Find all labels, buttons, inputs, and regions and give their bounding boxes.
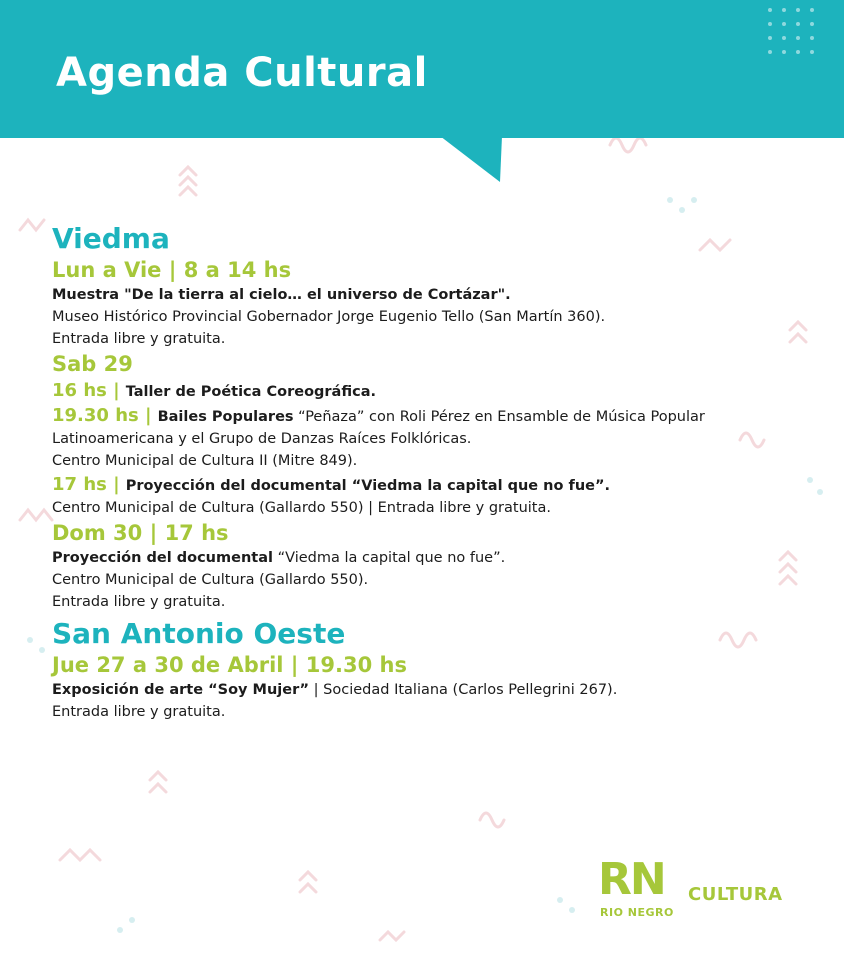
event-row <box>52 547 812 569</box>
day-heading-dom: Dom 30 | 17 hs <box>52 521 229 545</box>
logo-mark: RN <box>598 854 665 905</box>
day-heading-jue: Jue 27 a 30 de Abril | 19.30 hs <box>52 653 407 677</box>
decorative-dots-icon <box>734 0 844 70</box>
event-description: “Viedma la capital que no fue”. <box>346 478 611 494</box>
event-place: Centro Municipal de Cultura II (Mitre 849). <box>52 453 358 469</box>
day-heading-sab: Sab 29 <box>52 352 133 376</box>
event-row <box>52 679 812 701</box>
rio-negro-cultura-logo <box>598 854 798 928</box>
event-place: Centro Municipal de Cultura (Gallardo 550) | Entrada libre y gratuita. <box>52 500 551 516</box>
event-time: 19.30 hs | <box>52 405 152 426</box>
event-title: Muestra "De la tierra al cielo… el universo de Cortázar". <box>52 287 511 303</box>
event-description: “Viedma la capital que no fue”. <box>272 550 506 566</box>
event-title: Proyección del documental <box>125 478 347 494</box>
event-description-cont: Latinoamericana y el Grupo de Danzas Raíces Folklóricas. <box>52 431 472 447</box>
event-row <box>52 405 812 428</box>
day-heading-lun-vie: Lun a Vie | 8 a 14 hs <box>52 258 292 282</box>
event-title: Taller de Poética Coreográfica. <box>125 384 376 400</box>
event-description: “Peñaza” con Roli Pérez en Ensamble de Música Popular <box>293 409 705 425</box>
city-heading-san-antonio-oeste: San Antonio Oeste <box>52 617 346 650</box>
event-time: 17 hs | <box>52 474 120 495</box>
event-place: | Sociedad Italiana (Carlos Pellegrini 267). <box>309 682 618 698</box>
event-note: Entrada libre y gratuita. <box>52 594 226 610</box>
city-heading-viedma: Viedma <box>52 222 170 255</box>
event-note: Entrada libre y gratuita. <box>52 331 226 347</box>
header-banner <box>0 0 844 200</box>
logo-label: CULTURA <box>688 884 783 905</box>
event-title: Exposición de arte “Soy Mujer” <box>52 682 310 698</box>
event-note: Entrada libre y gratuita. <box>52 704 226 720</box>
event-title: Proyección del documental <box>52 550 273 566</box>
event-row <box>52 380 812 403</box>
logo-subtitle: RIO NEGRO <box>600 906 674 919</box>
event-place: Centro Municipal de Cultura (Gallardo 550). <box>52 572 369 588</box>
agenda-content <box>52 218 812 723</box>
event-row <box>52 474 812 497</box>
page-title: Agenda Cultural <box>56 50 428 96</box>
event-title: Bailes Populares <box>157 409 294 425</box>
event-time: 16 hs | <box>52 380 120 401</box>
event-place: Museo Histórico Provincial Gobernador Jorge Eugenio Tello (San Martín 360). <box>52 309 606 325</box>
